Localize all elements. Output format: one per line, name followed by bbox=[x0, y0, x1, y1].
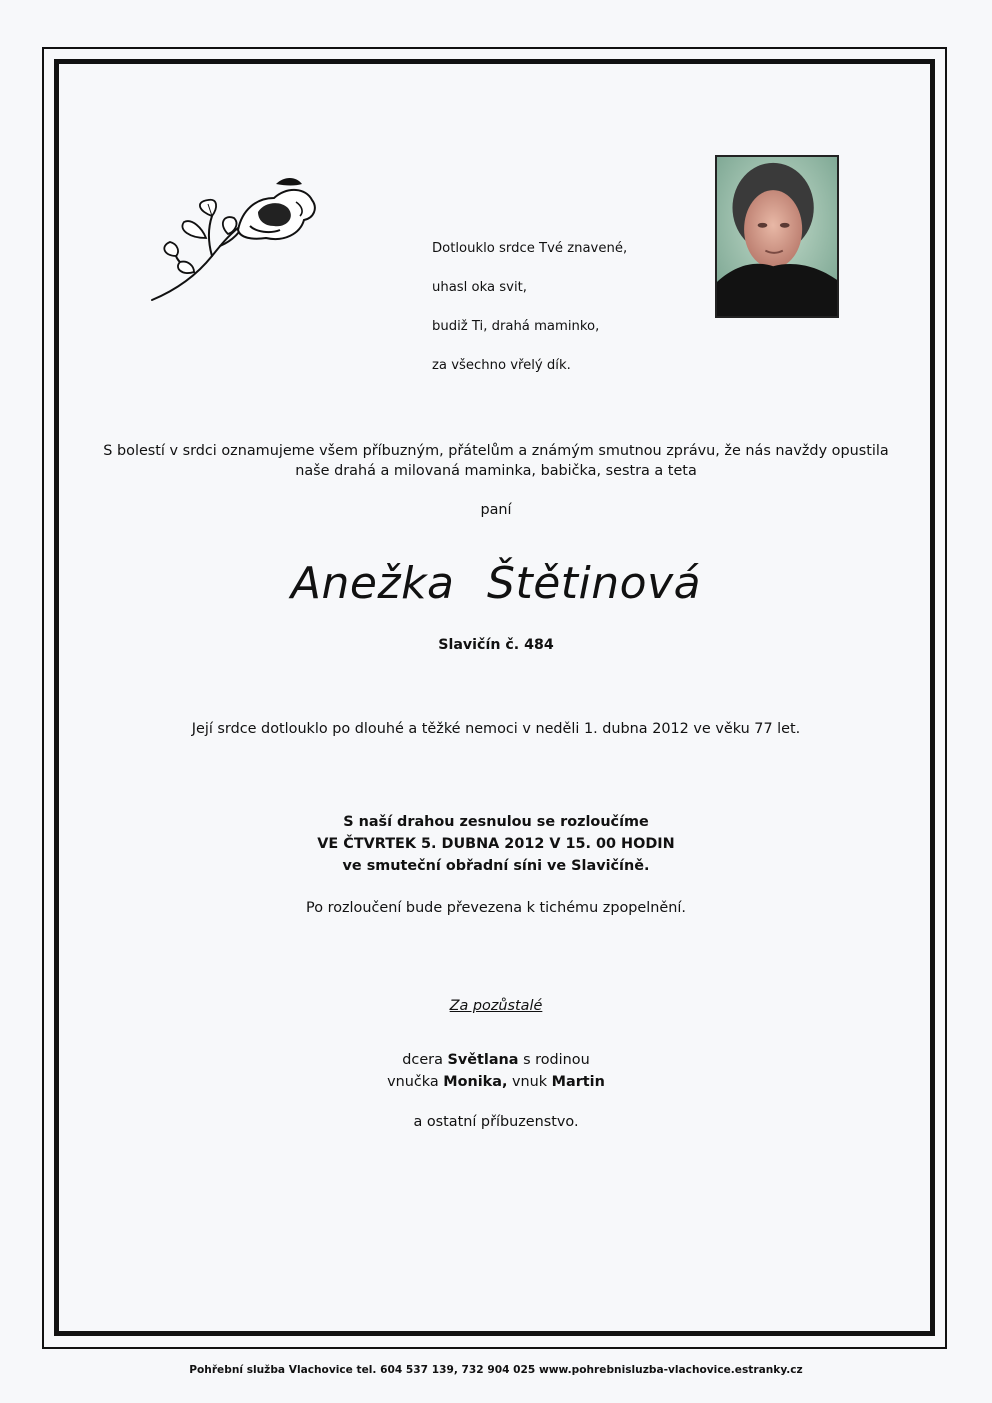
relation-label: dcera bbox=[402, 1052, 443, 1068]
verse-line: Dotlouklo srdce Tvé znavené, bbox=[432, 240, 628, 256]
survivors-heading: Za pozůstalé bbox=[449, 998, 543, 1014]
rose-icon bbox=[146, 172, 322, 306]
family-list bbox=[0, 1049, 992, 1093]
relative-name: Monika, bbox=[443, 1074, 508, 1090]
first-name: Anežka bbox=[290, 558, 455, 609]
deceased-address: Slavičín č. 484 bbox=[438, 637, 554, 653]
transfer-note: Po rozloučení bude převezena k tichému zpopelnění. bbox=[306, 900, 686, 916]
relation-label: vnuk bbox=[512, 1074, 548, 1090]
verse-line: uhasl oka svit, bbox=[432, 279, 527, 295]
announcement-line: S bolestí v srdci oznamujeme všem příbuzným, přátelům a známým smutnou zprávu, že nás navždy opustila bbox=[103, 443, 889, 459]
announcement-line: naše drahá a milovaná maminka, babička, sestra a teta bbox=[295, 463, 697, 479]
relative-name: Světlana bbox=[447, 1052, 519, 1068]
verse bbox=[432, 219, 627, 395]
title-word: paní bbox=[480, 502, 512, 518]
funeral-line: S naší drahou zesnulou se rozloučíme bbox=[343, 814, 649, 830]
verse-line: za všechno vřelý dík. bbox=[432, 357, 571, 373]
verse-line: budiž Ti, drahá maminko, bbox=[432, 318, 600, 334]
family-line-daughter bbox=[0, 1049, 992, 1071]
funeral-info bbox=[0, 811, 992, 877]
family-line-grandchildren bbox=[0, 1071, 992, 1093]
funeral-line: ve smuteční obřadní síni ve Slavičíně. bbox=[342, 858, 650, 874]
announcement bbox=[0, 441, 992, 481]
other-relatives: a ostatní příbuzenstvo. bbox=[413, 1114, 579, 1130]
surname: Štětinová bbox=[487, 558, 702, 609]
funeral-line: VE ČTVRTEK 5. DUBNA 2012 V 15. 00 HODIN bbox=[317, 836, 675, 852]
relative-name: Martin bbox=[551, 1074, 605, 1090]
death-notice: Její srdce dotlouklo po dlouhé a těžké nemoci v neděli 1. dubna 2012 ve věku 77 let. bbox=[191, 721, 801, 737]
footer-contact: Pohřební služba Vlachovice tel. 604 537 139, 732 904 025 www.pohrebnisluzba-vlachovice.estranky.cz bbox=[189, 1364, 803, 1376]
relation-suffix: s rodinou bbox=[523, 1052, 590, 1068]
relation-label: vnučka bbox=[387, 1074, 439, 1090]
portrait-photo bbox=[715, 155, 839, 318]
deceased-name bbox=[0, 558, 992, 609]
